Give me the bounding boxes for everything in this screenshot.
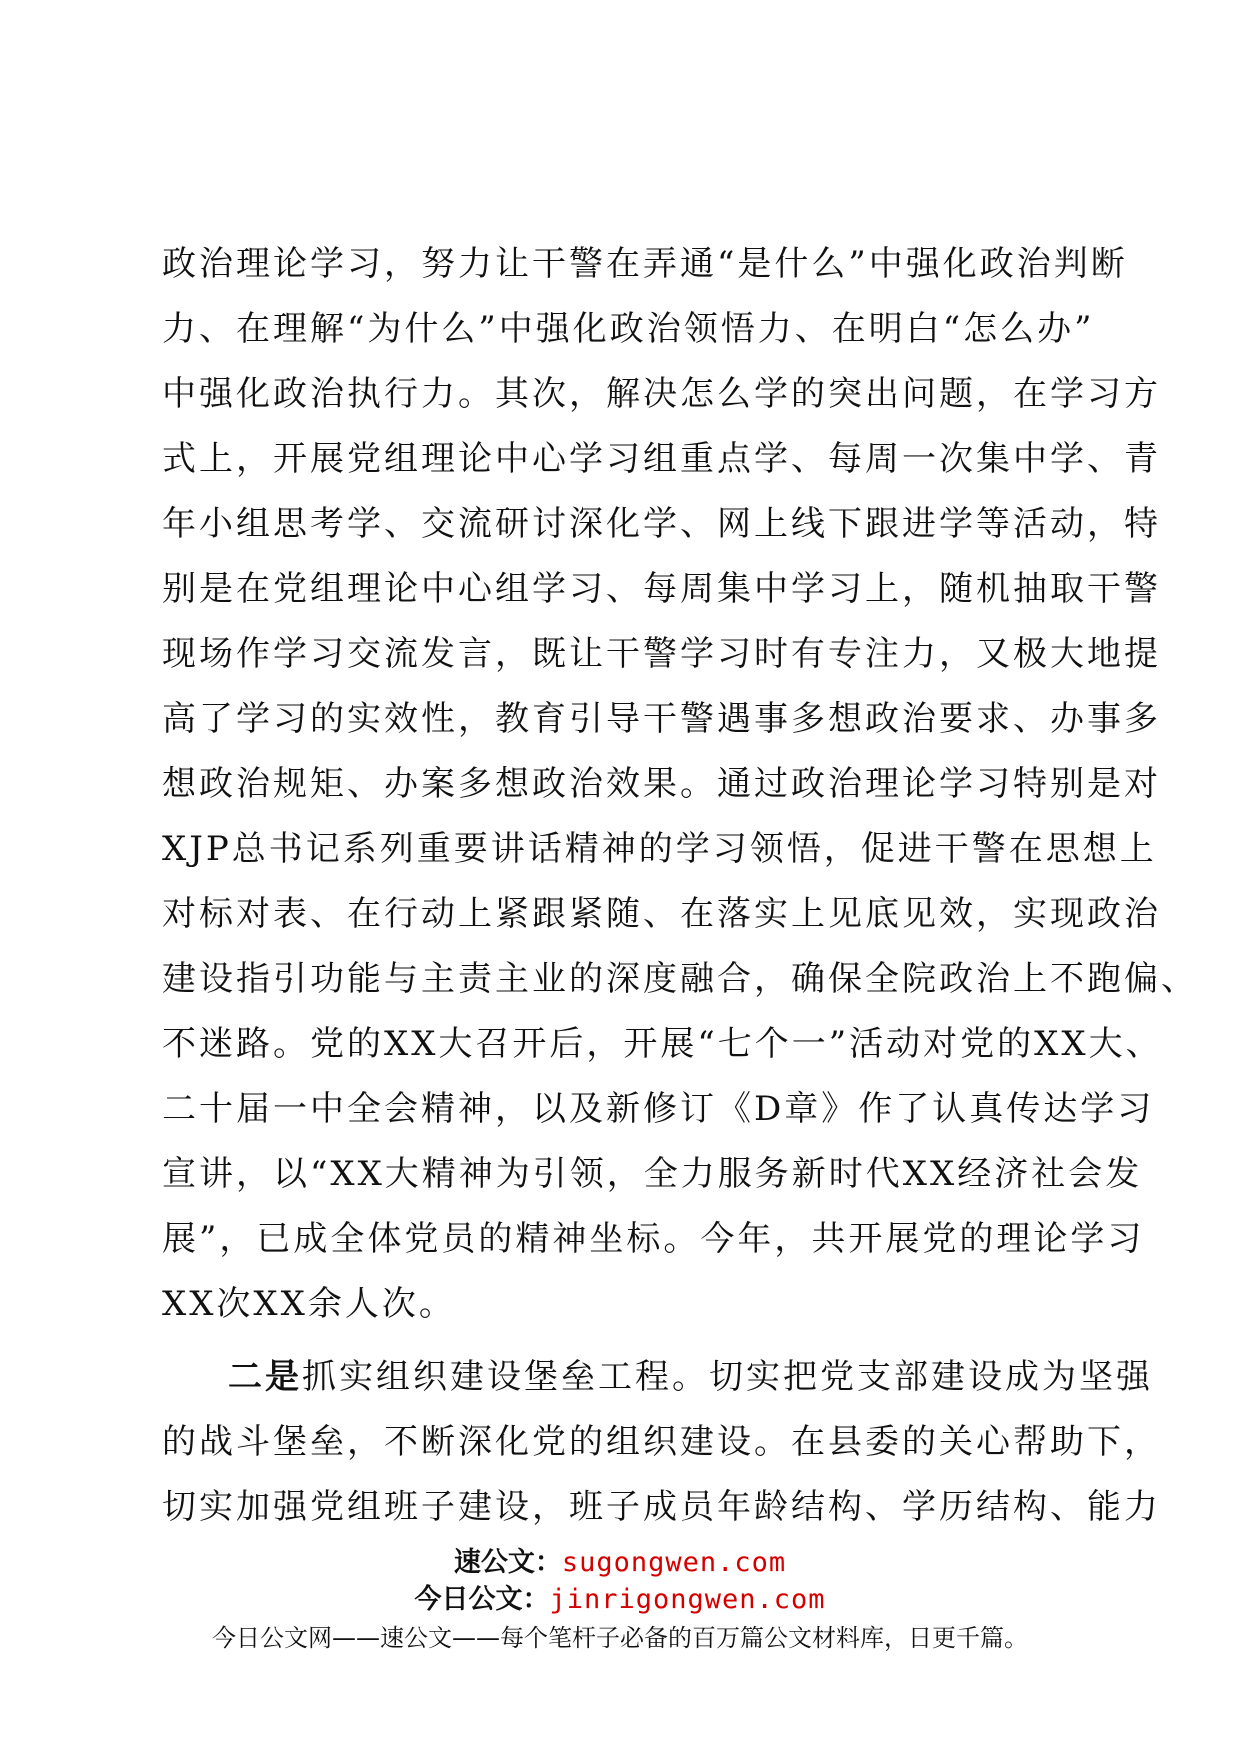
text-line: 展”，已成全体党员的精神坐标。今年，共开展党的理论学习 xyxy=(162,1219,1145,1259)
text-line: 别是在党组理论中心组学习、每周集中学习上，随机抽取干警 xyxy=(162,569,1161,609)
text-line: XX次XX余人次。 xyxy=(162,1284,456,1324)
text-line: 年小组思考学、交流研讨深化学、网上线下跟进学等活动，特 xyxy=(162,504,1161,544)
footer-slogan: 今日公文网——速公文——每个笔杆子必备的百万篇公文材料库，日更千篇。 xyxy=(212,1624,1028,1652)
footer-link-sugongwen[interactable]: sugongwen.com xyxy=(561,1547,787,1578)
text-line: 宣讲，以“XX大精神为引领，全力服务新时代XX经济社会发 xyxy=(162,1154,1143,1194)
paragraph-political-study xyxy=(162,232,1198,1337)
text-line: 的战斗堡垒，不断深化党的组织建设。在县委的关心帮助下， xyxy=(162,1422,1161,1462)
section-lead: 二是 xyxy=(228,1357,302,1397)
page-footer xyxy=(0,1544,1240,1658)
text-line: 想政治规矩、办案多想政治效果。通过政治理论学习特别是对 xyxy=(162,764,1161,804)
paragraph-organization-building xyxy=(162,1345,1161,1540)
document-body xyxy=(162,232,1198,1540)
footer-sugongwen xyxy=(0,1544,1240,1581)
text-line: 政治理论学习，努力让干警在弄通“是什么”中强化政治判断 xyxy=(162,244,1128,284)
text-line: 现场作学习交流发言，既让干警学习时有专注力，又极大地提 xyxy=(162,634,1161,674)
text-line: 高了学习的实效性，教育引导干警遇事多想政治要求、办事多 xyxy=(162,699,1161,739)
text-line-rest: 抓实组织建设堡垒工程。切实把党支部建设成为坚强 xyxy=(302,1357,1153,1397)
text-line: 建设指引功能与主责主业的深度融合，确保全院政治上不跑偏、 xyxy=(162,959,1198,999)
text-line: 二十届一中全会精神，以及新修订《D章》作了认真传达学习 xyxy=(162,1089,1155,1129)
text-line-first xyxy=(162,1345,1153,1410)
text-line: 力、在理解“为什么”中强化政治领悟力、在明白“怎么办” xyxy=(162,309,1095,349)
text-line: 式上，开展党组理论中心学习组重点学、每周一次集中学、青 xyxy=(162,439,1161,479)
footer-jinrigongwen xyxy=(0,1581,1240,1618)
text-line: 中强化政治执行力。其次，解决怎么学的突出问题，在学习方 xyxy=(162,374,1161,414)
footer-link-jinrigongwen[interactable]: jinrigongwen.com xyxy=(549,1584,826,1615)
paragraph-spacer xyxy=(162,1337,1082,1345)
footer-label: 速公文： xyxy=(453,1547,562,1578)
text-line: 不迷路。党的XX大召开后，开展“七个一”活动对党的XX大、 xyxy=(162,1024,1163,1064)
footer-label: 今日公文： xyxy=(414,1584,550,1615)
text-line: 对标对表、在行动上紧跟紧随、在落实上见底见效，实现政治 xyxy=(162,894,1161,934)
text-line: 切实加强党组班子建设，班子成员年龄结构、学历结构、能力 xyxy=(162,1487,1161,1527)
text-line: XJP总书记系列重要讲话精神的学习领悟，促进干警在思想上 xyxy=(162,829,1157,869)
